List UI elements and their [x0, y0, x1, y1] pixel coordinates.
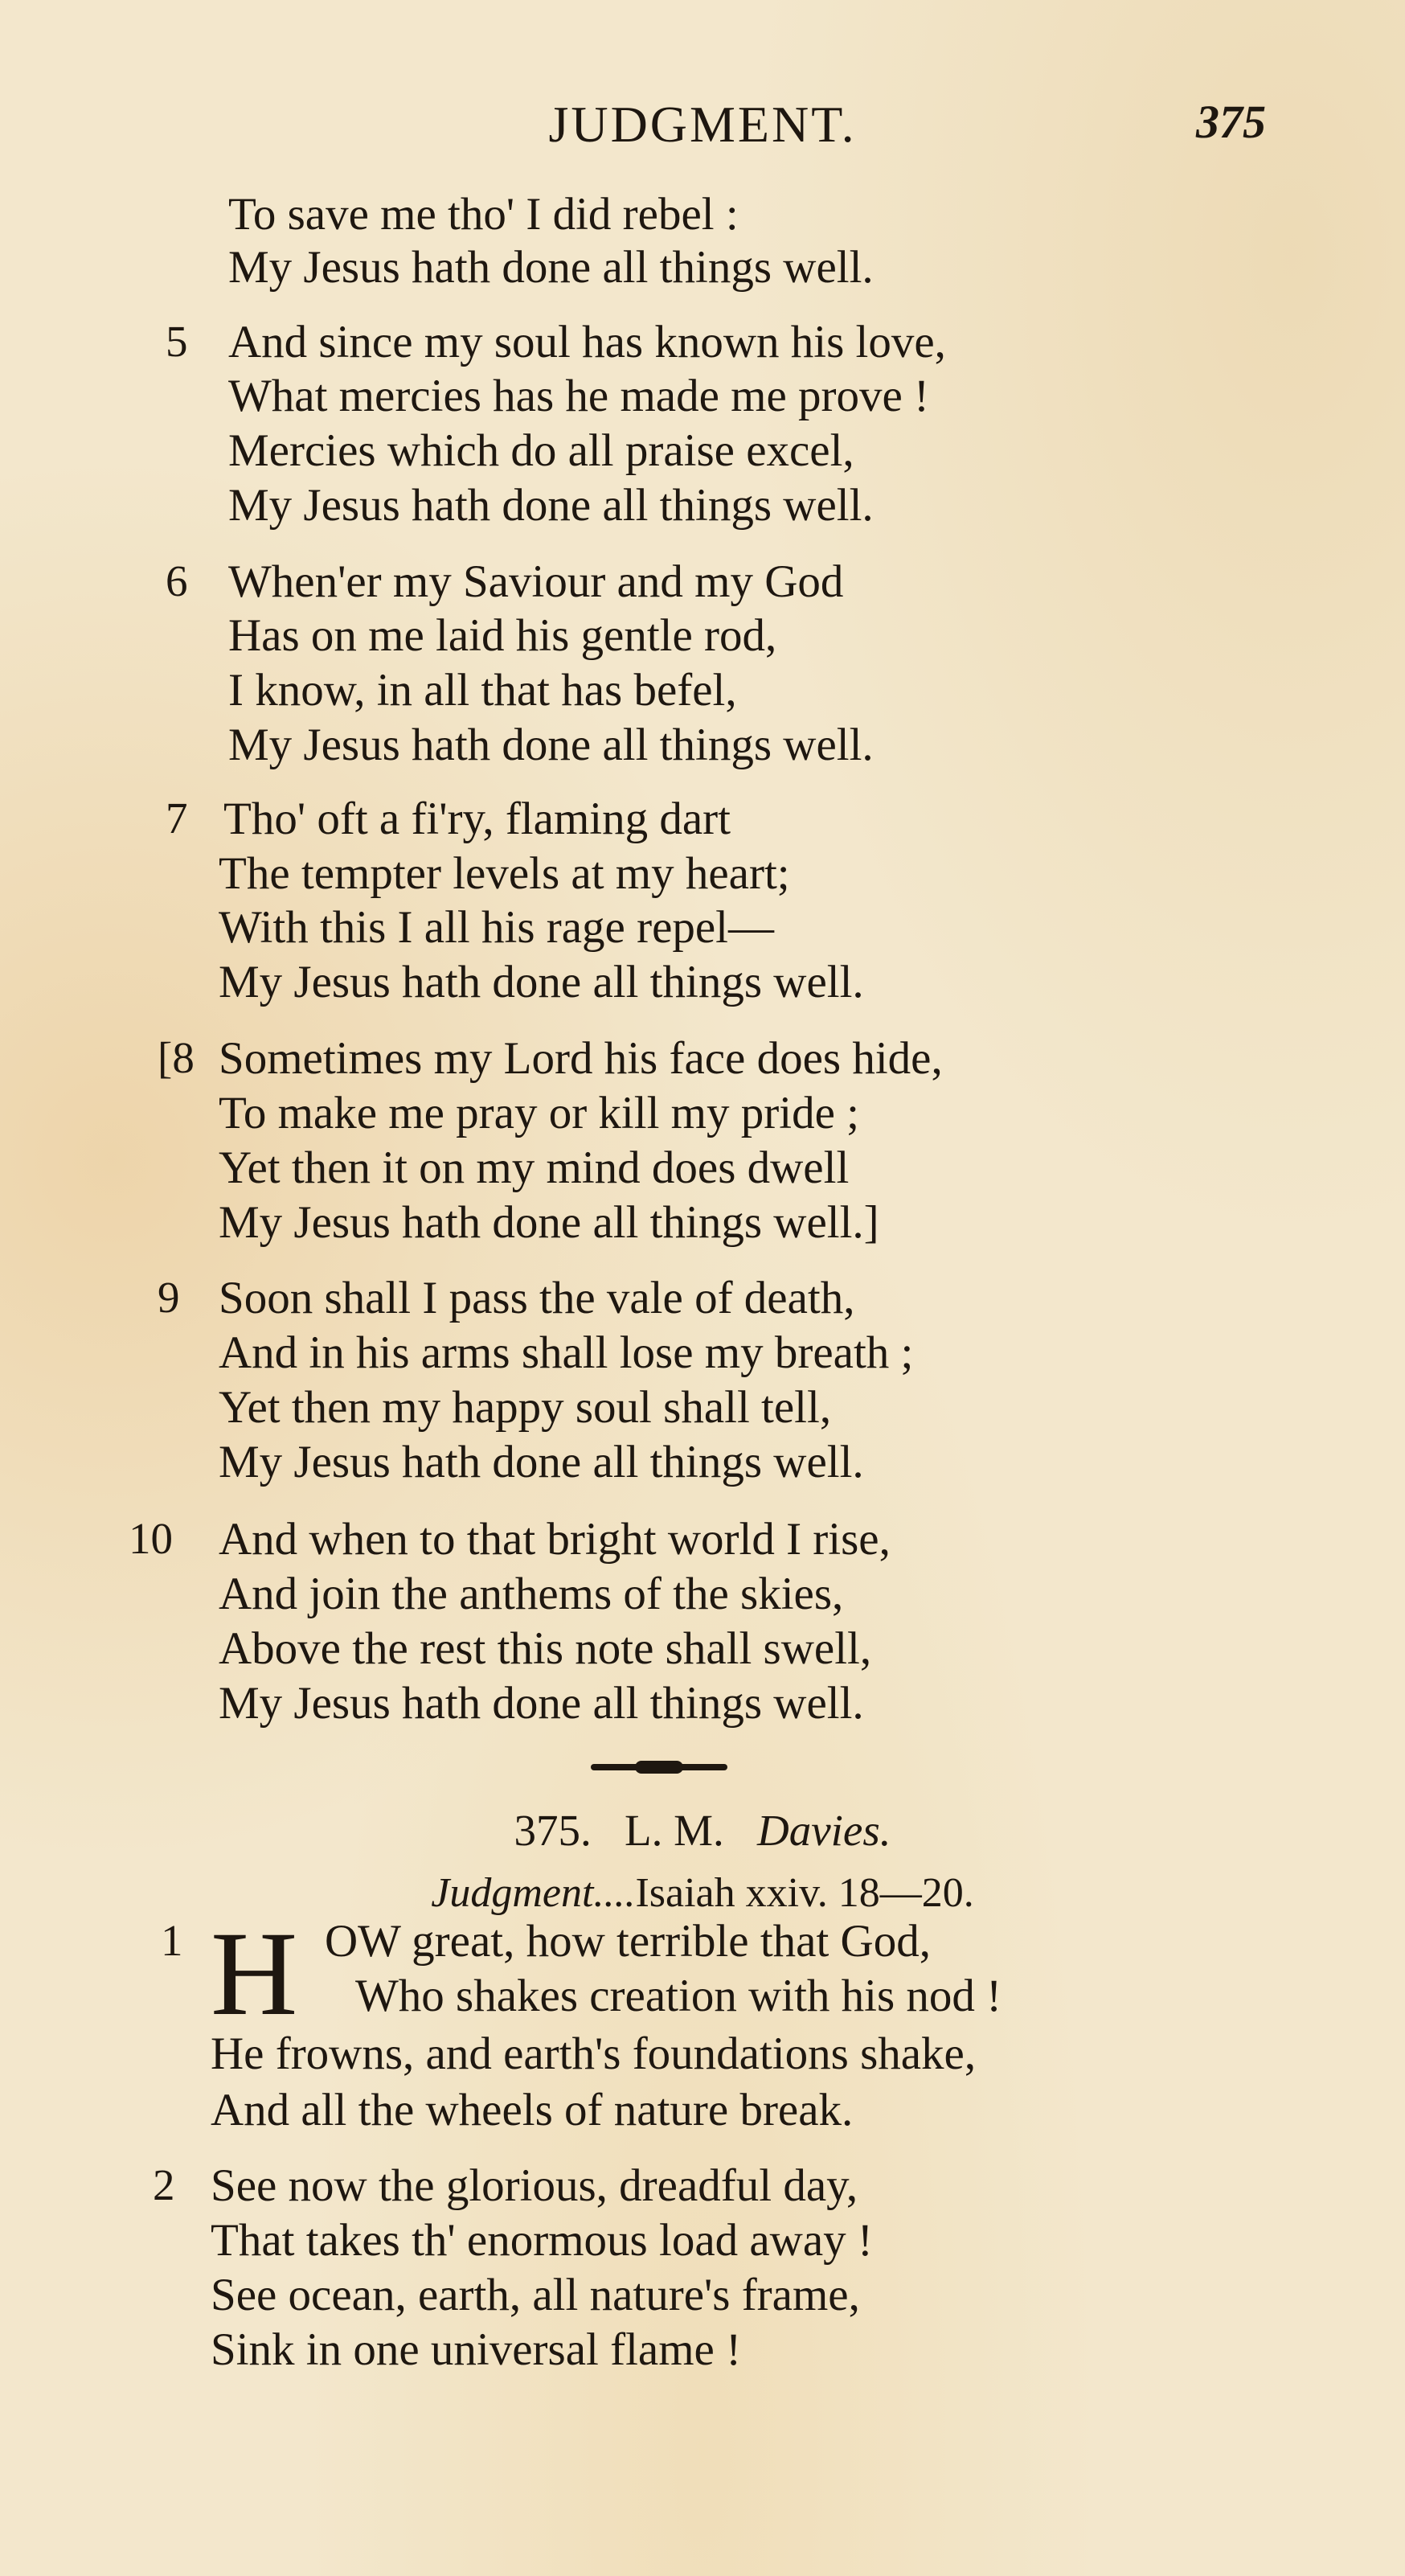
verse-number: 9	[158, 1273, 180, 1322]
hymn-topic: Judgment....	[431, 1870, 636, 1916]
verse-line: Yet then it on my mind does dwell	[219, 1142, 850, 1193]
verse-line: Above the rest this note shall swell,	[219, 1623, 872, 1674]
verse-line: See now the glorious, dreadful day,	[211, 2160, 858, 2211]
verse-line: Sink in one universal flame !	[211, 2324, 742, 2375]
verse-line: Yet then my happy soul shall tell,	[219, 1382, 832, 1433]
verse-number: 1	[161, 1916, 183, 1965]
verse-number: 10	[129, 1514, 173, 1563]
verse-line: And all the wheels of nature break.	[211, 2085, 854, 2135]
hymn-number: 375.	[514, 1806, 592, 1855]
verse-line: With this I all his rage repel—	[219, 902, 775, 953]
verse-line: Sometimes my Lord his face does hide,	[219, 1033, 943, 1084]
hymn-composer: Davies.	[757, 1806, 891, 1855]
verse-number: 2	[153, 2160, 175, 2209]
verse-line: My Jesus hath done all things well.	[228, 480, 874, 531]
verse-line: That takes th' enormous load away !	[211, 2215, 873, 2266]
verse-line: When'er my Saviour and my God	[228, 556, 844, 607]
verse-line: He frowns, and earth's foundations shake,	[211, 2028, 977, 2079]
ornamental-divider-center	[635, 1761, 683, 1774]
hymn-scripture: Isaiah xxiv. 18—20.	[635, 1870, 974, 1916]
verse-line: My Jesus hath done all things well.	[219, 1678, 864, 1729]
page-number: 375	[1196, 96, 1266, 148]
verse-line: Tho' oft a fi'ry, flaming dart	[223, 794, 731, 844]
verse-line: The tempter levels at my heart;	[219, 848, 790, 899]
hymn-meter: L. M.	[625, 1806, 724, 1855]
running-header: JUDGMENT.	[548, 96, 857, 153]
verse-line: What mercies has he made me prove !	[228, 371, 930, 421]
hymn-heading	[0, 1805, 1405, 1856]
verse-line: And in his arms shall lose my breath ;	[219, 1327, 914, 1378]
verse-line: Has on me laid his gentle rod,	[228, 610, 777, 661]
verse-line: My Jesus hath done all things well.]	[219, 1197, 879, 1248]
verse-line: Who shakes creation with his nod !	[355, 1971, 1002, 2021]
verse-number: 7	[166, 794, 188, 843]
verse-number: [8	[158, 1033, 195, 1082]
verse-line: My Jesus hath done all things well.	[219, 1437, 864, 1487]
verse-number: 6	[166, 556, 188, 605]
verse-line: And since my soul has known his love,	[228, 317, 946, 367]
verse-line: My Jesus hath done all things well.	[228, 242, 874, 293]
verse-line: See ocean, earth, all nature's frame,	[211, 2270, 860, 2320]
verse-line: To save me tho' I did rebel :	[228, 189, 739, 240]
verse-line: Soon shall I pass the vale of death,	[219, 1273, 855, 1323]
verse-number: 5	[166, 317, 188, 366]
verse-line: My Jesus hath done all things well.	[219, 957, 864, 1007]
verse-line: To make me pray or kill my pride ;	[219, 1088, 859, 1138]
verse-line: And when to that bright world I rise,	[219, 1514, 891, 1565]
drop-cap: H	[211, 1907, 298, 2041]
verse-line: And join the anthems of the skies,	[219, 1569, 844, 1619]
verse-line: My Jesus hath done all things well.	[228, 720, 874, 770]
verse-line: Mercies which do all praise excel,	[228, 425, 854, 476]
verse-line: I know, in all that has befel,	[228, 665, 737, 716]
verse-line: OW great, how terrible that God,	[325, 1916, 931, 1967]
